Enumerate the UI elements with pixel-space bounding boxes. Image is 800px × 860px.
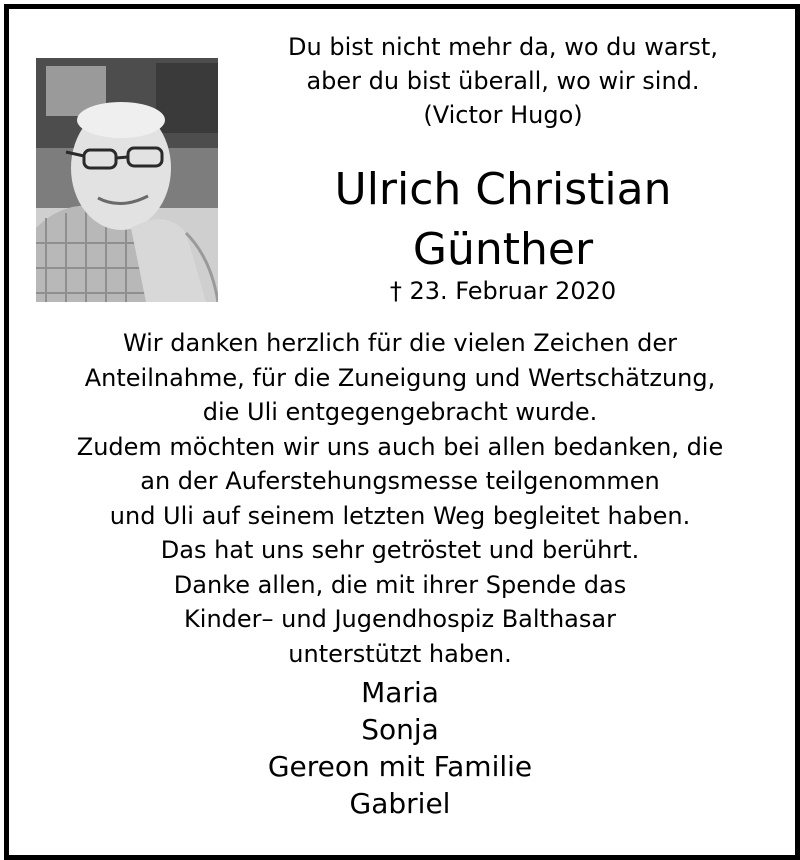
message-line: Danke allen, die mit ihrer Spende das [173, 570, 627, 599]
signers-list [150, 674, 650, 822]
signer-name: Gereon mit Familie [267, 750, 533, 783]
death-date: † 23. Februar 2020 [389, 277, 617, 305]
message-line: Wir danken herzlich für die vielen Zeichen der [122, 329, 678, 357]
message-line: unterstützt haben. [288, 639, 512, 668]
deceased-last-name: Günther [412, 224, 594, 275]
message-line: Zudem möchten wir uns auch bei allen bedanken, die [76, 432, 724, 461]
quote-author: (Victor Hugo) [423, 101, 583, 129]
signer-name: Gabriel [349, 787, 451, 820]
quote-block [268, 30, 738, 132]
portrait-photo [36, 58, 218, 302]
message-line: Kinder– und Jugendhospiz Balthasar [184, 605, 616, 633]
message-line: Das hat uns sehr getröstet und berührt. [160, 536, 640, 564]
message-line: und Uli auf seinem letzten Weg begleitet haben. [109, 501, 691, 530]
deceased-first-names: Ulrich Christian [334, 164, 672, 215]
thank-you-message [20, 326, 780, 671]
quote-line: aber du bist überall, wo wir sind. [306, 67, 700, 95]
signer-name: Maria [361, 676, 439, 709]
signer-name: Sonja [361, 713, 439, 746]
quote-line: Du bist nicht mehr da, wo du warst, [288, 33, 718, 61]
message-line: die Uli entgegengebracht wurde. [202, 398, 598, 426]
message-line: an der Auferstehungsmesse teilgenommen [140, 467, 660, 495]
message-line: Anteilnahme, für die Zuneigung und Wertschätzung, [84, 363, 716, 392]
deceased-name [268, 160, 738, 280]
